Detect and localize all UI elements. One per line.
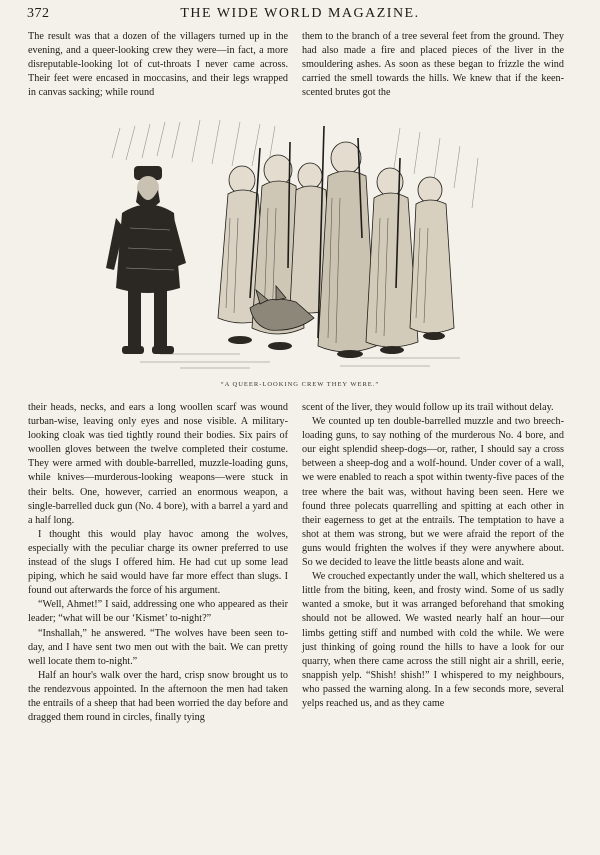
page-number: 372 (27, 6, 50, 21)
paragraph: “Inshallah,” he answered. “The wolves have been seen to-day, and I have sent two men out with the bait. We can pretty well locate them to-night.” (28, 627, 288, 667)
paragraph: I thought this would play havoc among the wolves, especially with the peculiar charge its owner preferred to use instead of the slugs I offered him. He had cut up some lead piping, which he said would have far more effect than slugs. I found out afterwards the force of his argument. (28, 528, 288, 597)
paragraph: The result was that a dozen of the villagers turned up in the evening, and a queer-looking crew they were—in fact, a more disreputable-looking lot of cut-throats I never came across. Their feet were encased in moccasins, and their legs wrapped in canvas sacking; while round (28, 31, 288, 99)
paragraph: “Well, Ahmet!” I said, addressing one who appeared as their leader; “what will be our ‘Kismet’ to-night?” (28, 599, 288, 625)
illustration-engraving (100, 118, 495, 376)
paragraph: We crouched expectantly under the wall, which sheltered us a little from the biting, keen, and frosty wind. Some of us sadly wanted a smoke, but it was arranged beforehand that smoking should not be allowed. We wasted nearly half an hour—our limbs getting stiff and numbed with cold the while. We were just thinking of going round the hills to have a look for our quarry, when there came across the still night air a shrill, eerie, snappish yelp. “Shish! shish!” I whispered to my neighbours, who passed the warning along. In a few seconds more, several yelps reached us, and as they came (302, 571, 564, 709)
running-head: THE WIDE WORLD MAGAZINE. (180, 6, 420, 21)
column-bottom-left (28, 401, 288, 725)
illustration-caption: “A QUEER-LOOKING CREW THEY WERE.” (220, 381, 380, 388)
column-top-right (302, 30, 564, 100)
column-top-left (28, 30, 288, 100)
column-bottom-right (302, 401, 564, 711)
paragraph: their heads, necks, and ears a long woollen scarf was wound turban-wise, leaving only eyes and nose visible. A military-looking cloak was tied tightly round their bodies. Six pairs of woollen gloves between the twelve completed their costume. They were armed with double-barrelled, muzzle-loading guns, while knives—murderous-looking weapons—were stuck in their belts. One, however, carried an enormous weapon, a single-barrelled duck gun (No. 4 bore), with a barrel a yard and a half long. (28, 402, 288, 526)
paragraph: Half an hour's walk over the hard, crisp snow brought us to the rendezvous appointed. In the afternoon the men had taken the entrails of a sheep that had been worried the day before and dragged them round in circles, finally tying (28, 669, 288, 724)
paragraph: scent of the liver, they would follow up its trail without delay. (302, 402, 554, 413)
paragraph: them to the branch of a tree several feet from the ground. They had also made a fire and placed pieces of the liver in the smouldering ashes. As soon as these began to frizzle the wind carried the smell towards the hills. We knew that if the keen-scented brutes got the (302, 31, 564, 99)
paragraph: We counted up ten double-barrelled muzzle and two breech-loading guns, to say nothing of the murderous No. 4 bore, and our eight splendid sheep-dogs—or, rather, I should say a cross between a sheep-dog and a wolf-hound. Under cover of a wall, we were enabled to reach a spot within twenty-five paces of the tree where the bait was, without having been seen. Here we found three polecats quarrelling and spitting at each other in their eagerness to get at the entrails. The temptation to have a shot at them was strong, but we were afraid the report of the guns would frighten the wolves if they were anywhere about. So we decided to leave the little beasts alone and wait. (302, 416, 564, 569)
